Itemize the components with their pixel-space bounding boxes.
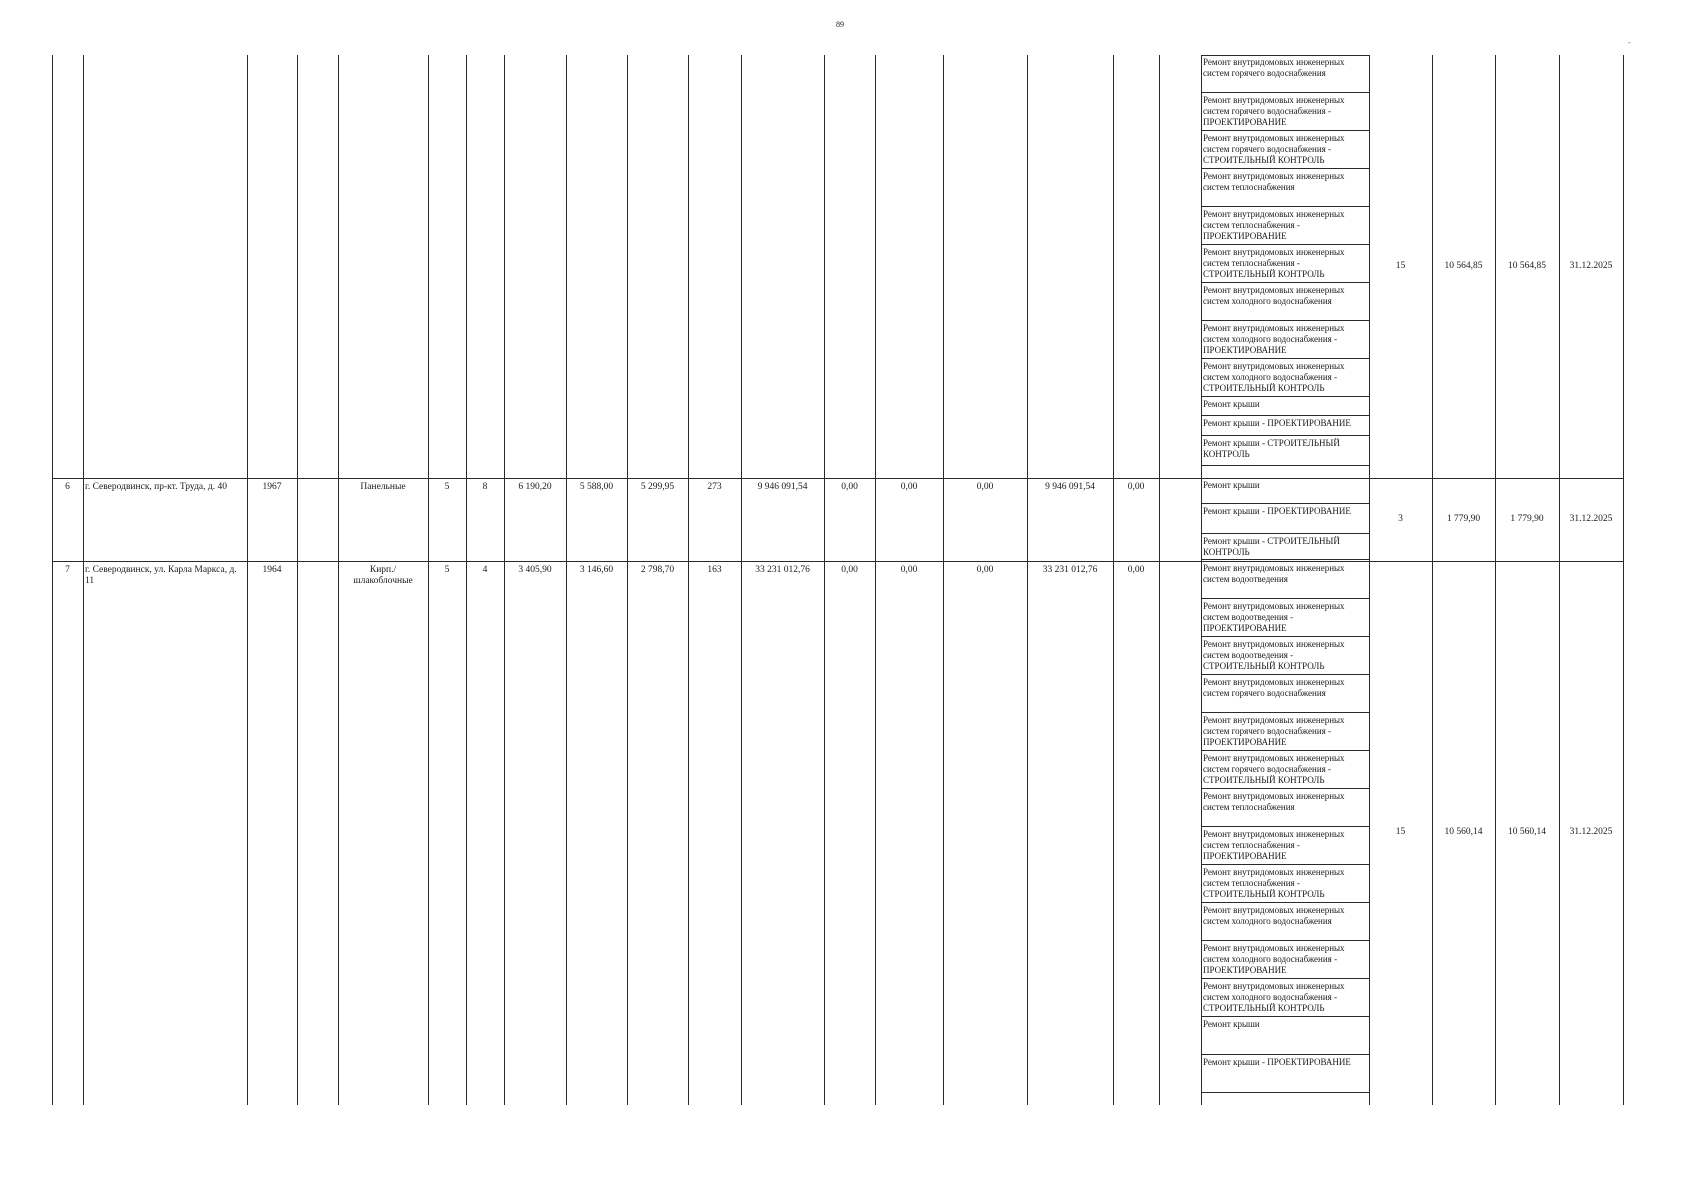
page-number: 89 bbox=[836, 20, 844, 29]
grid-vline bbox=[52, 55, 53, 1105]
work-item: Ремонт внутридомовых инженерных систем теплоснабжения - СТРОИТЕЛЬНЫЙ КОНТРОЛЬ bbox=[1201, 245, 1369, 283]
cell-max-cost: 1 779,90 bbox=[1510, 514, 1544, 524]
work-item: Ремонт внутридомовых инженерных систем горячего водоснабжения - СТРОИТЕЛЬНЫЙ КОНТРОЛЬ bbox=[1201, 131, 1369, 169]
cell-entrances: 8 bbox=[482, 482, 488, 492]
grid-vline bbox=[1623, 55, 1624, 1105]
cell-address: г. Северодвинск, ул. Карла Маркса, д. 11 bbox=[85, 565, 237, 586]
work-item: Ремонт внутридомовых инженерных систем теплоснабжения - СТРОИТЕЛЬНЫЙ КОНТРОЛЬ bbox=[1201, 865, 1369, 903]
work-item: Ремонт внутридомовых инженерных систем водоотведения bbox=[1201, 561, 1369, 599]
work-item: Ремонт внутридомовых инженерных систем горячего водоснабжения - ПРОЕКТИРОВАНИЕ bbox=[1201, 713, 1369, 751]
grid-vline bbox=[875, 55, 876, 1105]
work-item: Ремонт внутридомовых инженерных систем холодного водоснабжения - ПРОЕКТИРОВАНИЕ bbox=[1201, 321, 1369, 359]
grid-vline bbox=[1432, 55, 1433, 1105]
cell-fund-federal: 0,00 bbox=[841, 482, 858, 492]
cell-floors: 5 bbox=[444, 482, 450, 492]
margin-mark: - bbox=[1628, 38, 1631, 47]
work-item: Ремонт внутридомовых инженерных систем холодного водоснабжения - СТРОИТЕЛЬНЫЙ КОНТРОЛЬ bbox=[1201, 979, 1369, 1017]
cell-fund-other: 0,00 bbox=[1127, 482, 1145, 492]
cell-max-cost: 10 560,14 bbox=[1508, 827, 1546, 837]
cell-fund-federal: 0,00 bbox=[841, 565, 858, 575]
work-item: Ремонт внутридомовых инженерных систем горячего водоснабжения bbox=[1201, 675, 1369, 713]
work-item: Ремонт внутридомовых инженерных систем холодного водоснабжения bbox=[1201, 903, 1369, 941]
row-separator bbox=[52, 561, 1623, 562]
cell-works-count: 15 bbox=[1395, 827, 1406, 837]
grid-vline bbox=[1495, 55, 1496, 1105]
cell-area-living: 3 146,60 bbox=[579, 565, 614, 575]
row-separator bbox=[52, 478, 1623, 479]
work-item: Ремонт крыши - СТРОИТЕЛЬНЫЙ КОНТРОЛЬ bbox=[1201, 534, 1369, 560]
work-item: Ремонт внутридомовых инженерных систем горячего водоснабжения - СТРОИТЕЛЬНЫЙ КОНТРОЛЬ bbox=[1201, 751, 1369, 789]
cell-area-total: 6 190,20 bbox=[518, 482, 552, 492]
grid-vline bbox=[627, 55, 628, 1105]
cell-fund-regional: 0,00 bbox=[900, 565, 918, 575]
grid-vline bbox=[297, 55, 298, 1105]
work-item: Ремонт крыши bbox=[1201, 397, 1369, 416]
cell-cost-total: 9 946 091,54 bbox=[757, 482, 808, 492]
cell-address: г. Северодвинск, пр-кт. Труда, д. 40 bbox=[85, 482, 227, 492]
cell-fund-owners: 33 231 012,76 bbox=[1042, 565, 1098, 575]
work-item: Ремонт внутридомовых инженерных систем водоотведения - СТРОИТЕЛЬНЫЙ КОНТРОЛЬ bbox=[1201, 637, 1369, 675]
cell-num: 6 bbox=[65, 482, 70, 492]
grid-vline bbox=[338, 55, 339, 1105]
capital-repair-table bbox=[52, 55, 1624, 1105]
cell-year: 1964 bbox=[262, 565, 282, 575]
cell-area-residential: 2 798,70 bbox=[640, 565, 675, 575]
work-item: Ремонт внутридомовых инженерных систем холодного водоснабжения - ПРОЕКТИРОВАНИЕ bbox=[1201, 941, 1369, 979]
cell-area-residential: 5 299,95 bbox=[640, 482, 675, 492]
cell-floors: 5 bbox=[444, 565, 450, 575]
cell-deadline: 31.12.2025 bbox=[1569, 827, 1613, 837]
works-column-top-border bbox=[1201, 55, 1369, 56]
work-item: Ремонт крыши - ПРОЕКТИРОВАНИЕ bbox=[1201, 504, 1369, 534]
cell-works-count: 3 bbox=[1398, 514, 1403, 524]
cell-fund-municipal: 0,00 bbox=[976, 482, 994, 492]
work-item: Ремонт внутридомовых инженерных систем холодного водоснабжения - СТРОИТЕЛЬНЫЙ КОНТРОЛЬ bbox=[1201, 359, 1369, 397]
cell-fund-owners: 9 946 091,54 bbox=[1045, 482, 1095, 492]
cell-wall: Кирп./ шлакоблочные bbox=[353, 565, 413, 586]
grid-vline bbox=[1159, 55, 1160, 1105]
grid-vline bbox=[1369, 55, 1370, 1105]
cell-area-living: 5 588,00 bbox=[579, 482, 614, 492]
grid-vline bbox=[466, 55, 467, 1105]
grid-vline bbox=[504, 55, 505, 1105]
grid-vline bbox=[566, 55, 567, 1105]
cell-max-cost: 10 564,85 bbox=[1508, 261, 1546, 271]
grid-vline bbox=[428, 55, 429, 1105]
grid-vline bbox=[943, 55, 944, 1105]
grid-vline bbox=[247, 55, 248, 1105]
work-item: Ремонт крыши - СТРОИТЕЛЬНЫЙ КОНТРОЛЬ bbox=[1201, 436, 1369, 466]
work-item: Ремонт внутридомовых инженерных систем теплоснабжения - ПРОЕКТИРОВАНИЕ bbox=[1201, 827, 1369, 865]
cell-deadline: 31.12.2025 bbox=[1569, 261, 1613, 271]
work-item: Ремонт внутридомовых инженерных систем горячего водоснабжения - ПРОЕКТИРОВАНИЕ bbox=[1201, 93, 1369, 131]
cell-num: 7 bbox=[65, 565, 70, 575]
cell-area-total: 3 405,90 bbox=[518, 565, 552, 575]
work-item: Ремонт внутридомовых инженерных систем холодного водоснабжения bbox=[1201, 283, 1369, 321]
cell-works-count: 15 bbox=[1395, 261, 1406, 271]
work-item: Ремонт крыши bbox=[1201, 478, 1369, 504]
grid-vline bbox=[688, 55, 689, 1105]
cell-cost-total: 33 231 012,76 bbox=[755, 565, 810, 575]
grid-vline bbox=[1027, 55, 1028, 1105]
work-item: Ремонт крыши bbox=[1201, 1017, 1369, 1055]
work-item: Ремонт внутридомовых инженерных систем горячего водоснабжения bbox=[1201, 55, 1369, 93]
cell-unit-cost: 1 779,90 bbox=[1446, 514, 1481, 524]
work-item: Ремонт крыши - ПРОЕКТИРОВАНИЕ bbox=[1201, 416, 1369, 436]
cell-residents: 273 bbox=[707, 482, 722, 492]
grid-vline bbox=[83, 55, 84, 1105]
cell-fund-other: 0,00 bbox=[1127, 565, 1145, 575]
cell-wall: Панельные bbox=[360, 482, 406, 492]
work-item: Ремонт крыши - ПРОЕКТИРОВАНИЕ bbox=[1201, 1055, 1369, 1093]
cell-deadline: 31.12.2025 bbox=[1569, 514, 1613, 524]
work-item: Ремонт внутридомовых инженерных систем водоотведения - ПРОЕКТИРОВАНИЕ bbox=[1201, 599, 1369, 637]
cell-unit-cost: 10 560,14 bbox=[1444, 827, 1483, 837]
cell-fund-municipal: 0,00 bbox=[976, 565, 994, 575]
grid-vline bbox=[1559, 55, 1560, 1105]
cell-unit-cost: 10 564,85 bbox=[1444, 261, 1483, 271]
cell-entrances: 4 bbox=[482, 565, 488, 575]
work-item: Ремонт внутридомовых инженерных систем теплоснабжения bbox=[1201, 789, 1369, 827]
grid-vline bbox=[1113, 55, 1114, 1105]
work-item: Ремонт внутридомовых инженерных систем теплоснабжения bbox=[1201, 169, 1369, 207]
cell-residents: 163 bbox=[707, 565, 722, 575]
cell-year: 1967 bbox=[262, 482, 282, 492]
work-item: Ремонт внутридомовых инженерных систем теплоснабжения - ПРОЕКТИРОВАНИЕ bbox=[1201, 207, 1369, 245]
cell-fund-regional: 0,00 bbox=[900, 482, 918, 492]
grid-vline bbox=[741, 55, 742, 1105]
grid-vline bbox=[824, 55, 825, 1105]
